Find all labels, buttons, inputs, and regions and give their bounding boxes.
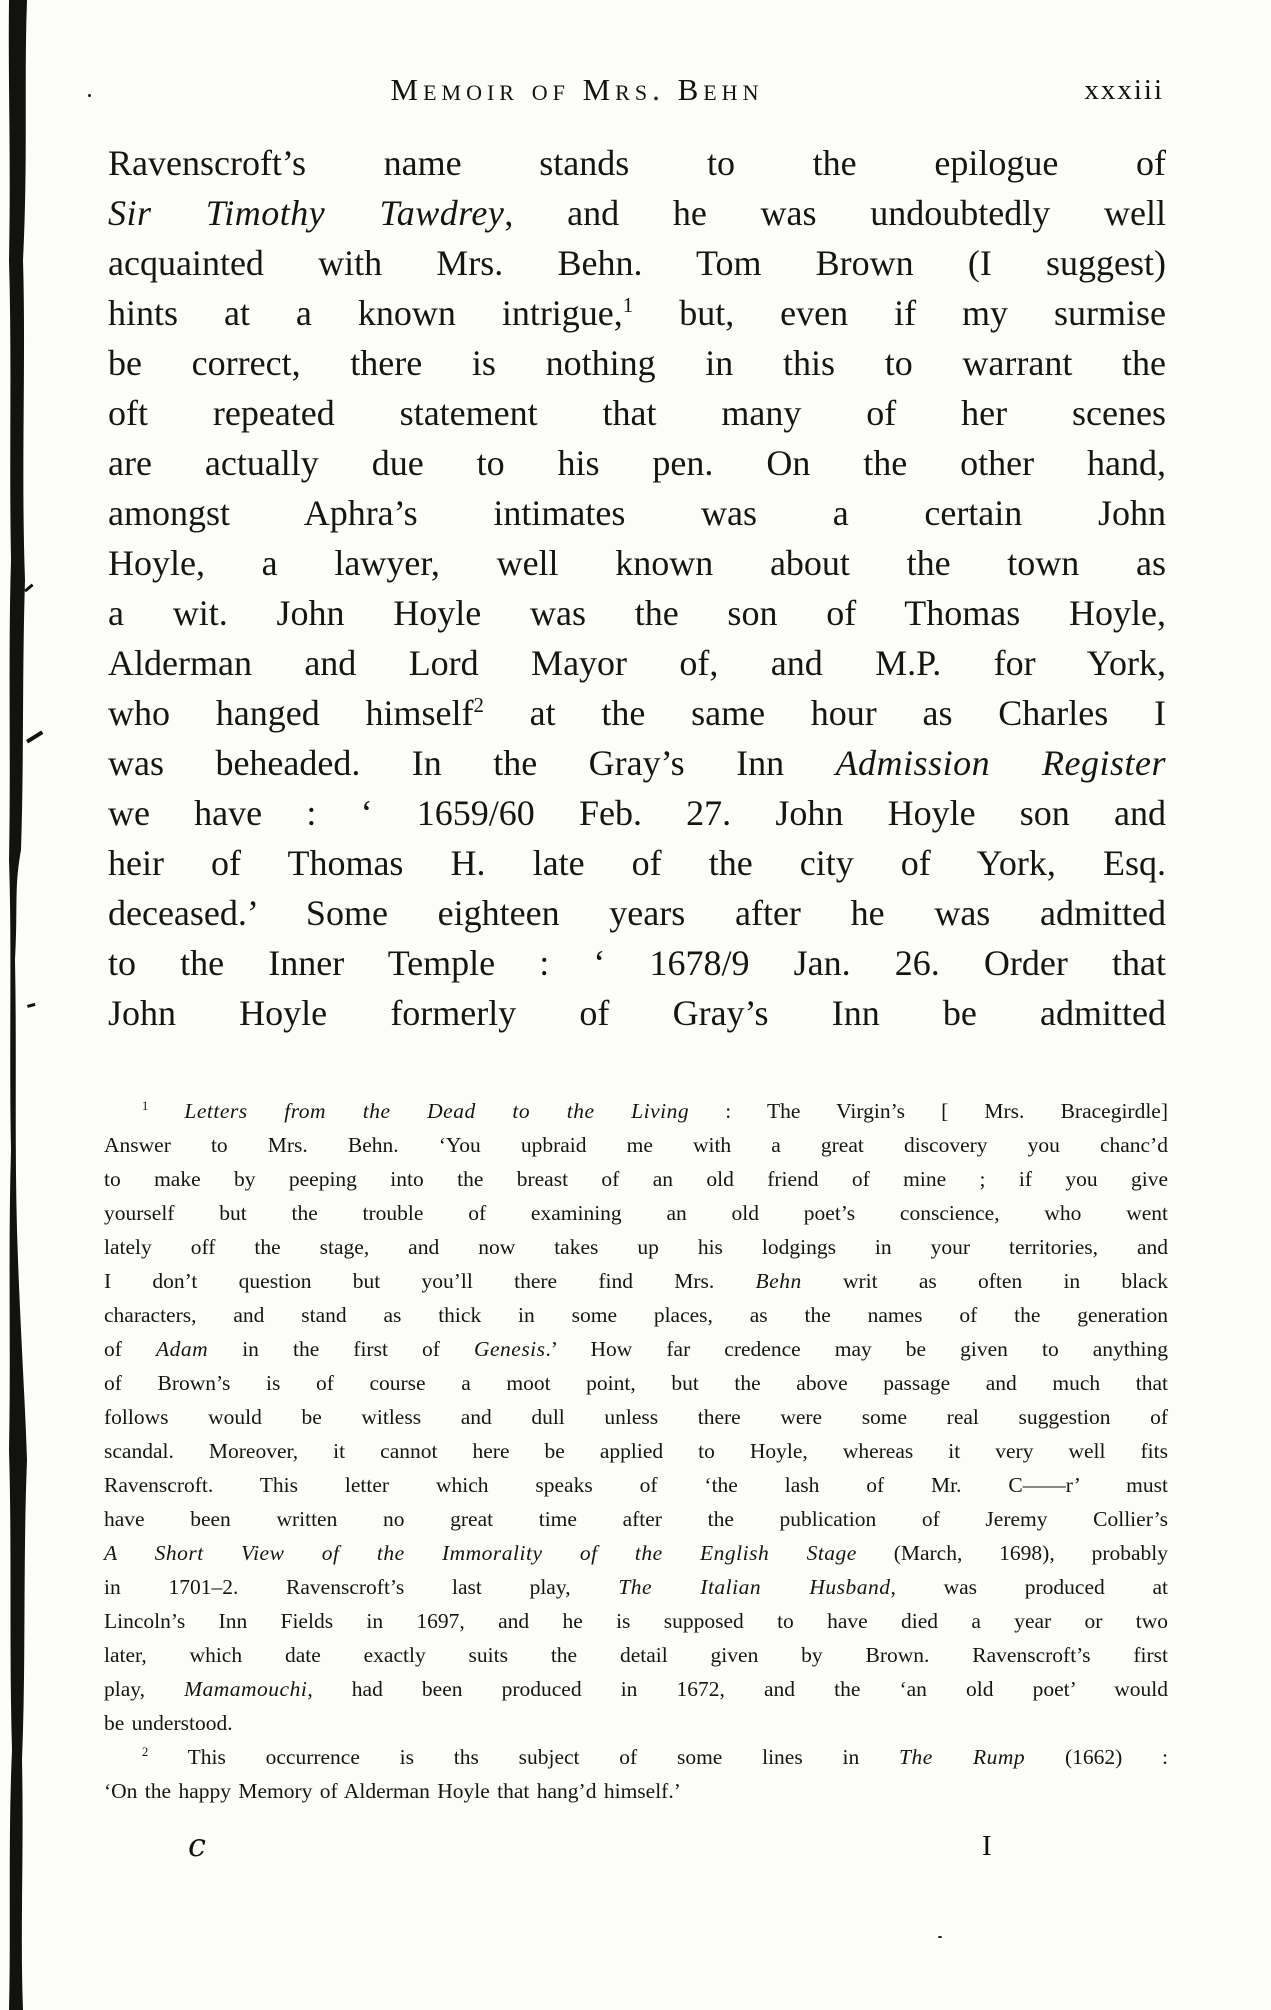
text-line: Ravenscroft’s name stands to the epilogue of [108, 143, 1166, 183]
text-line: John Hoyle formerly of Gray’s Inn be admitted [108, 993, 1166, 1033]
signature-mark: c [188, 1826, 206, 1864]
text-line: later, which date exactly suits the detail given by Brown. Ravenscroft’s first [104, 1643, 1168, 1667]
text-line: be correct, there is nothing in this to warrant the [108, 343, 1166, 383]
text-line: Lincoln’s Inn Fields in 1697, and he is supposed to have died a year or two [104, 1609, 1168, 1633]
main-text-block [108, 138, 1166, 1038]
text-line: Sir Timothy Tawdrey, and he was undoubtedly well [108, 193, 1166, 233]
text-line: I don’t question but you’ll there find Mrs. Behn writ as often in black [104, 1269, 1168, 1293]
text-line: amongst Aphra’s intimates was a certain John [108, 493, 1166, 533]
text-line: yourself but the trouble of examining an old poet’s conscience, who went [104, 1201, 1168, 1225]
signature-row [0, 1826, 1271, 1876]
running-header [108, 72, 1166, 118]
text-line: who hanged himself$^2$ at the same hour as Charles I [108, 693, 1166, 733]
text-line: scandal. Moreover, it cannot here be applied to Hoyle, whereas it very well fits [104, 1439, 1168, 1463]
text-line: a wit. John Hoyle was the son of Thomas Hoyle, [108, 593, 1166, 633]
text-line: have been written no great time after the publication of Jeremy Collier’s [104, 1507, 1168, 1531]
text-line: ‘On the happy Memory of Alderman Hoyle that hang’d himself.’ [104, 1779, 681, 1803]
text-line: acquainted with Mrs. Behn. Tom Brown (I suggest) [108, 243, 1166, 283]
text-line: of Adam in the first of Genesis.’ How far credence may be given to anything [104, 1337, 1168, 1361]
text-line: A Short View of the Immorality of the English Stage (March, 1698), probably [104, 1541, 1168, 1565]
text-line: to make by peeping into the breast of an old friend of mine ; if you give [104, 1167, 1168, 1191]
text-line: we have : ‘ 1659/60 Feb. 27. John Hoyle son and [108, 793, 1166, 833]
page-title: Memoir of Mrs. Behn [390, 72, 764, 107]
text-line: follows would be witless and dull unless there were some real suggestion of [104, 1405, 1168, 1429]
text-line: are actually due to his pen. On the other hand, [108, 443, 1166, 483]
text-line: oft repeated statement that many of her scenes [108, 393, 1166, 433]
text-line: of Brown’s is of course a moot point, but the above passage and much that [104, 1371, 1168, 1395]
scan-speck [938, 1936, 942, 1938]
text-line: to the Inner Temple : ‘ 1678/9 Jan. 26. Order that [108, 943, 1166, 983]
scan-speck [88, 94, 91, 97]
text-line: play, Mamamouchi, had been produced in 1672, and the ‘an old poet’ would [104, 1677, 1168, 1701]
text-line: Ravenscroft. This letter which speaks of ‘the lash of Mr. C——r’ must [104, 1473, 1168, 1497]
footnotes-block [104, 1094, 1168, 1808]
text-line: Answer to Mrs. Behn. ‘You upbraid me with a great discovery you chanc’d [104, 1133, 1168, 1157]
page-number: xxxiii [1084, 74, 1164, 106]
text-line: in 1701–2. Ravenscroft’s last play, The Italian Husband, was produced at [104, 1575, 1169, 1599]
scan-binding-artifact [0, 0, 110, 2010]
text-line: deceased.’ Some eighteen years after he was admitted [108, 893, 1166, 933]
catchword-mark: I [982, 1830, 993, 1862]
text-line: characters, and stand as thick in some places, as the names of the generation [104, 1303, 1168, 1327]
text-line: Alderman and Lord Mayor of, and M.P. for York, [108, 643, 1166, 683]
text-line: heir of Thomas H. late of the city of York, Esq. [108, 843, 1166, 883]
text-line: hints at a known intrigue,$^1$ but, even if my surmise [108, 293, 1166, 333]
text-line: be understood. [104, 1711, 233, 1735]
text-line: $^1$ Letters from the Dead to the Living : The Virgin’s [ Mrs. Bracegirdle] [142, 1098, 1169, 1123]
text-line: $^2$ This occurrence is ths subject of some lines in The Rump (1662) : [142, 1744, 1168, 1769]
text-line: Hoyle, a lawyer, well known about the town as [108, 543, 1166, 583]
text-line: was beheaded. In the Gray’s Inn Admission Register [108, 743, 1166, 783]
text-line: lately off the stage, and now takes up his lodgings in your territories, and [104, 1235, 1168, 1259]
